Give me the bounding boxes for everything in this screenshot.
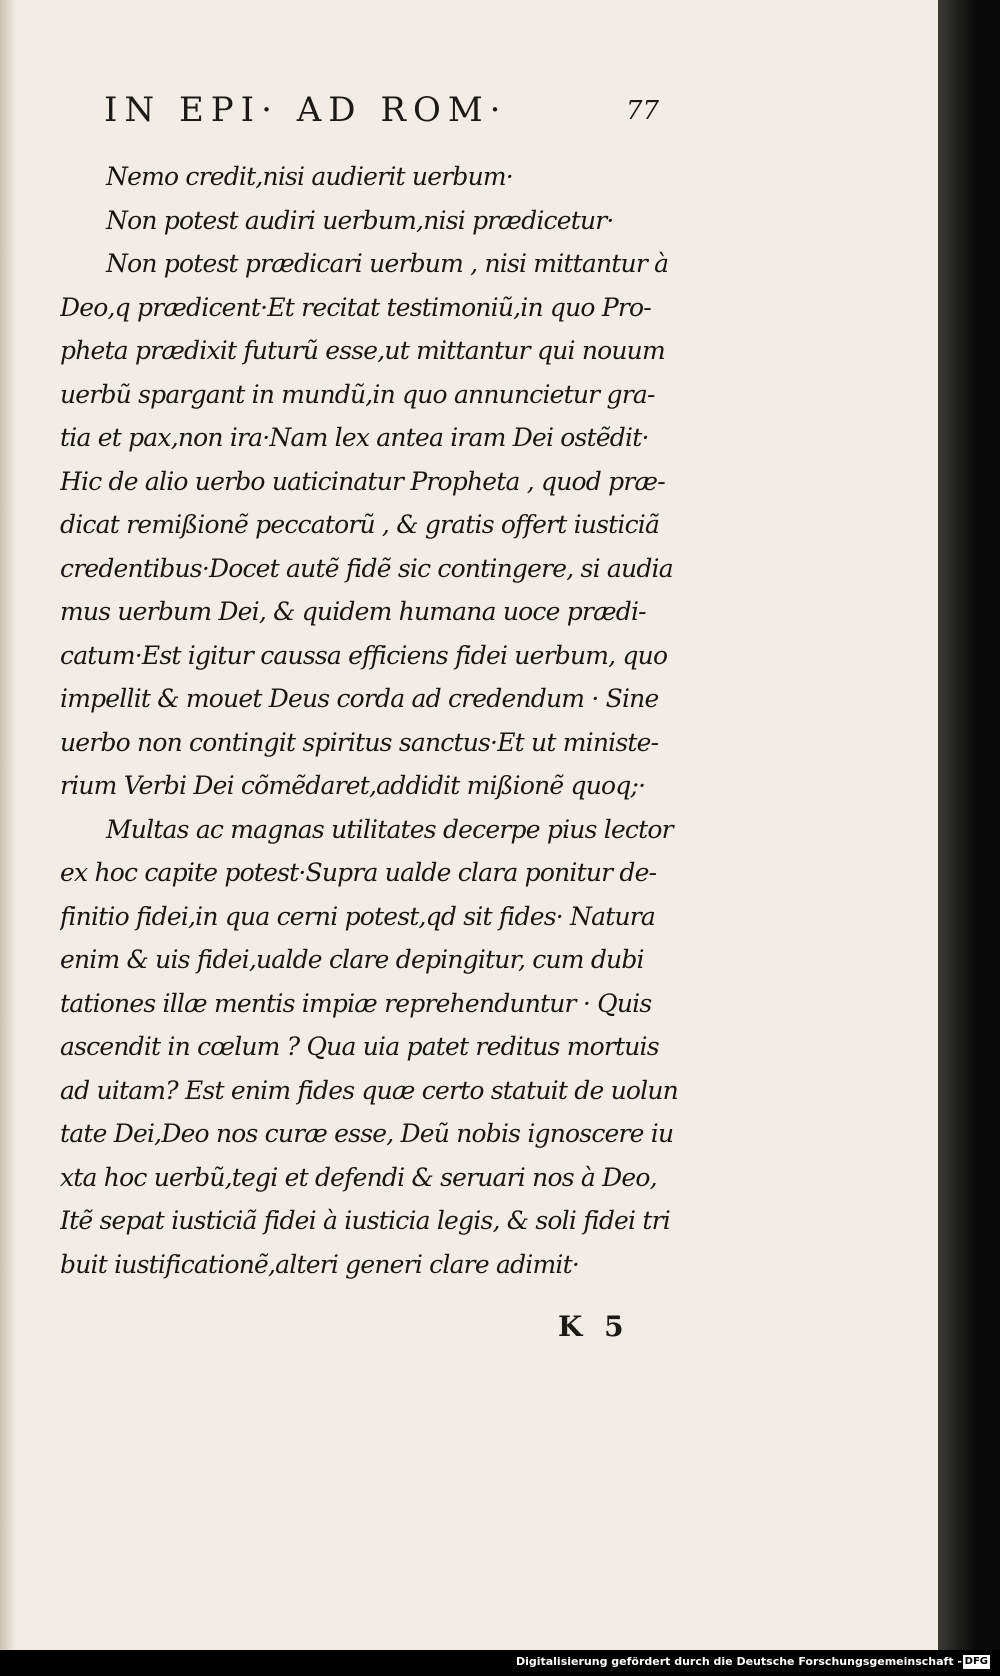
text-line: credentibus·Docet autẽ fidẽ sic contingere, si audia: [60, 553, 673, 583]
digitization-credit: Digitalisierung gefördert durch die Deutsche Forschungsgemeinschaft -: [515, 1655, 962, 1668]
text-line: dicat remißionẽ peccatorũ , & gratis offert iusticiã: [60, 510, 660, 539]
dfg-logo: DFG: [964, 1656, 988, 1667]
text-line: uerbũ spargant in mundũ,in quo annuncietur gra‐: [60, 379, 655, 409]
text-line: buit iustificationẽ,alteri generi clare adimit·: [60, 1249, 579, 1279]
signature-mark: K 5: [558, 1310, 630, 1343]
text-line: impellit & mouet Deus corda ad credendum · Sine: [60, 684, 659, 713]
text-line: catum·Est igitur caussa efficiens fidei uerbum, quo: [60, 640, 668, 670]
text-line: Multas ac magnas utilitates decerpe pius lector: [106, 814, 673, 844]
text-line: pheta prædixit futurũ esse,ut mittantur qui nouum: [60, 336, 665, 365]
text-line: mus uerbum Dei, & quidem humana uoce prædi‐: [60, 597, 646, 626]
text-line: Itẽ sepat iusticiã fidei à iusticia legis, & soli fidei tri: [60, 1206, 670, 1235]
text-line: ad uitam? Est enim fides quæ certo statuit de uolun: [60, 1075, 678, 1105]
text-line: rium Verbi Dei cõmẽdaret,addidit mißionẽ quoq;·: [60, 771, 646, 800]
text-line: Nemo credit,nisi audierit uerbum·: [106, 162, 513, 191]
body-text: [60, 155, 720, 1286]
text-line: ascendit in cœlum ? Qua uia patet reditus mortuis: [60, 1032, 659, 1061]
book-gutter-shadow: [938, 0, 1000, 1650]
text-line: enim & uis fidei,ualde clare depingitur, cum dubi: [60, 945, 644, 974]
text-line: tate Dei,Deo nos curæ esse, Deũ nobis ignoscere iu: [60, 1119, 674, 1148]
text-line: Non potest prædicari uerbum , nisi mittantur à: [106, 249, 669, 278]
text-line: tationes illæ mentis impiæ reprehenduntur · Quis: [60, 988, 652, 1018]
text-line: tia et pax,non ira·Nam lex antea iram Dei ostẽdit·: [60, 423, 649, 452]
text-line: Hic de alio uerbo uaticinatur Propheta , quod præ‐: [60, 466, 665, 496]
text-line: ex hoc capite potest·Supra ualde clara ponitur de‐: [60, 858, 657, 887]
text-line: xta hoc uerbũ,tegi et defendi & seruari nos à Deo,: [60, 1162, 657, 1192]
folio-number: 77: [626, 96, 660, 126]
text-line: Deo,q prædicent·Et recitat testimoniũ,in quo Pro‐: [60, 292, 651, 322]
text-line: uerbo non contingit spiritus sanctus·Et ut ministe‐: [60, 727, 659, 757]
text-line: Non potest audiri uerbum,nisi prædicetur·: [106, 205, 614, 235]
text-line: finitio fidei,in qua cerni potest,qd sit fides· Natura: [60, 901, 656, 931]
running-header: IN EPI· AD ROM·: [104, 90, 508, 130]
page-edge-shadow: [0, 0, 16, 1650]
